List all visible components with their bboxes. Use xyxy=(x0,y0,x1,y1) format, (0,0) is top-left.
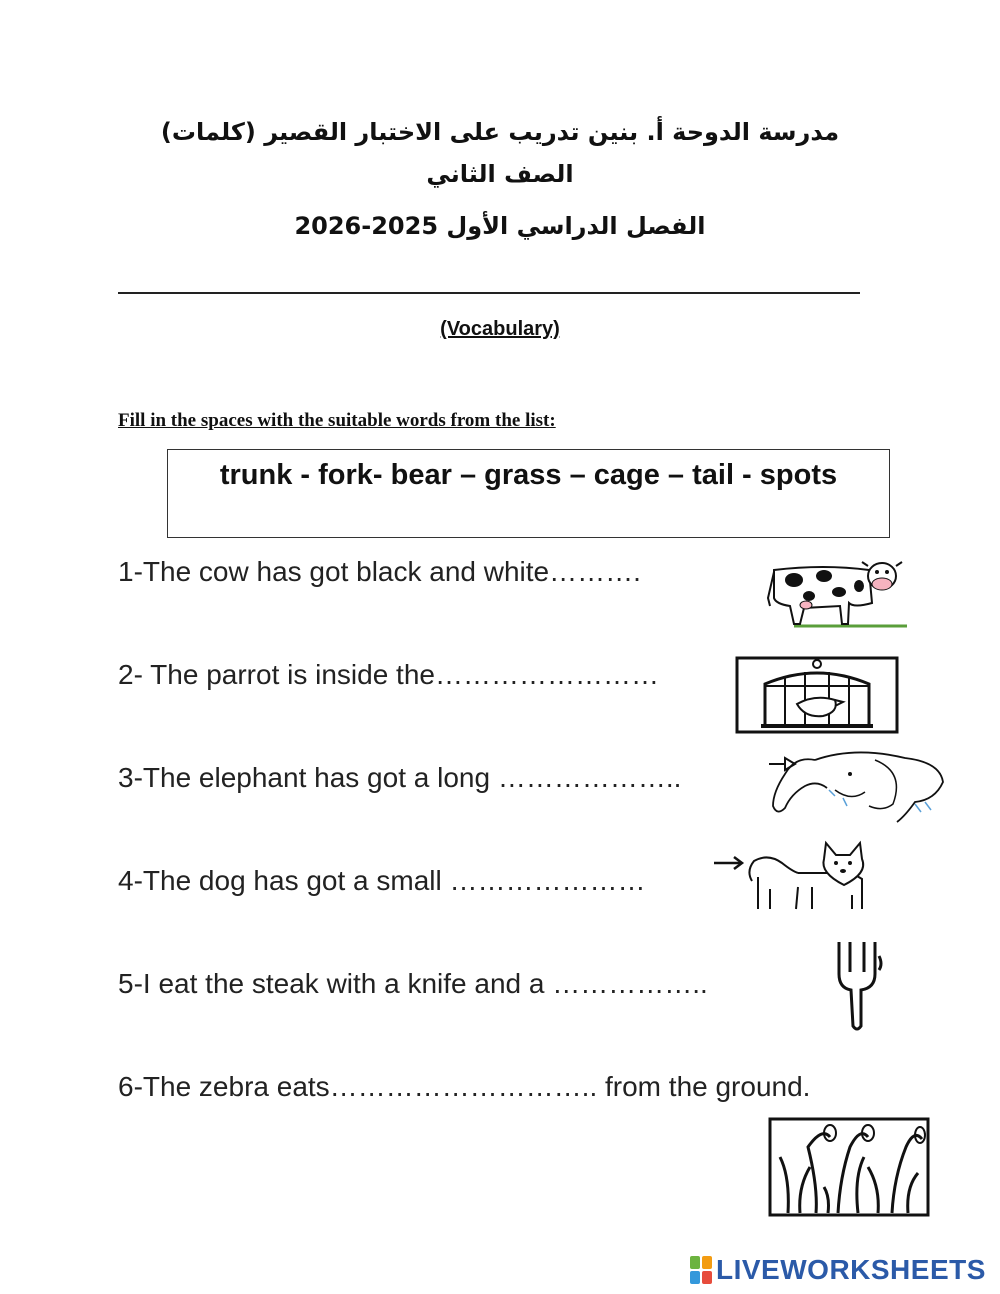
section-title: (Vocabulary) xyxy=(440,318,560,340)
grade-title: الصف الثاني xyxy=(426,160,574,188)
logo-mark-icon xyxy=(690,1256,712,1284)
grass-icon xyxy=(768,1117,930,1217)
question-2: 2- The parrot is inside the…………………… xyxy=(118,659,659,690)
header-divider xyxy=(118,292,860,294)
cow-icon xyxy=(764,558,909,630)
liveworksheets-logo xyxy=(690,1254,986,1286)
semester-title: الفصل الدراسي الأول 2025-2026 xyxy=(294,212,706,240)
brand-name: LIVEWORKSHEETS xyxy=(716,1254,986,1285)
word-list: trunk - fork- bear – grass – cage – tail - spots xyxy=(219,459,838,491)
school-title: مدرسة الدوحة أ. بنين تدريب على الاختبار القصير (كلمات) xyxy=(160,118,840,146)
instruction-text: Fill in the spaces with the suitable words from the list: xyxy=(118,410,556,431)
fork-icon xyxy=(831,938,883,1032)
question-5: 5-I eat the steak with a knife and a …………….. xyxy=(118,968,708,999)
question-6: 6-The zebra eats……………………….. from the ground. xyxy=(118,1071,811,1102)
word-list-box xyxy=(167,449,890,538)
question-1: 1-The cow has got black and white………. xyxy=(118,556,641,587)
question-3: 3-The elephant has got a long ……………….. xyxy=(118,762,682,793)
elephant-icon xyxy=(765,750,947,828)
birdcage-icon xyxy=(735,656,900,734)
dog-icon xyxy=(712,843,877,915)
question-4: 4-The dog has got a small ………………… xyxy=(118,865,646,896)
